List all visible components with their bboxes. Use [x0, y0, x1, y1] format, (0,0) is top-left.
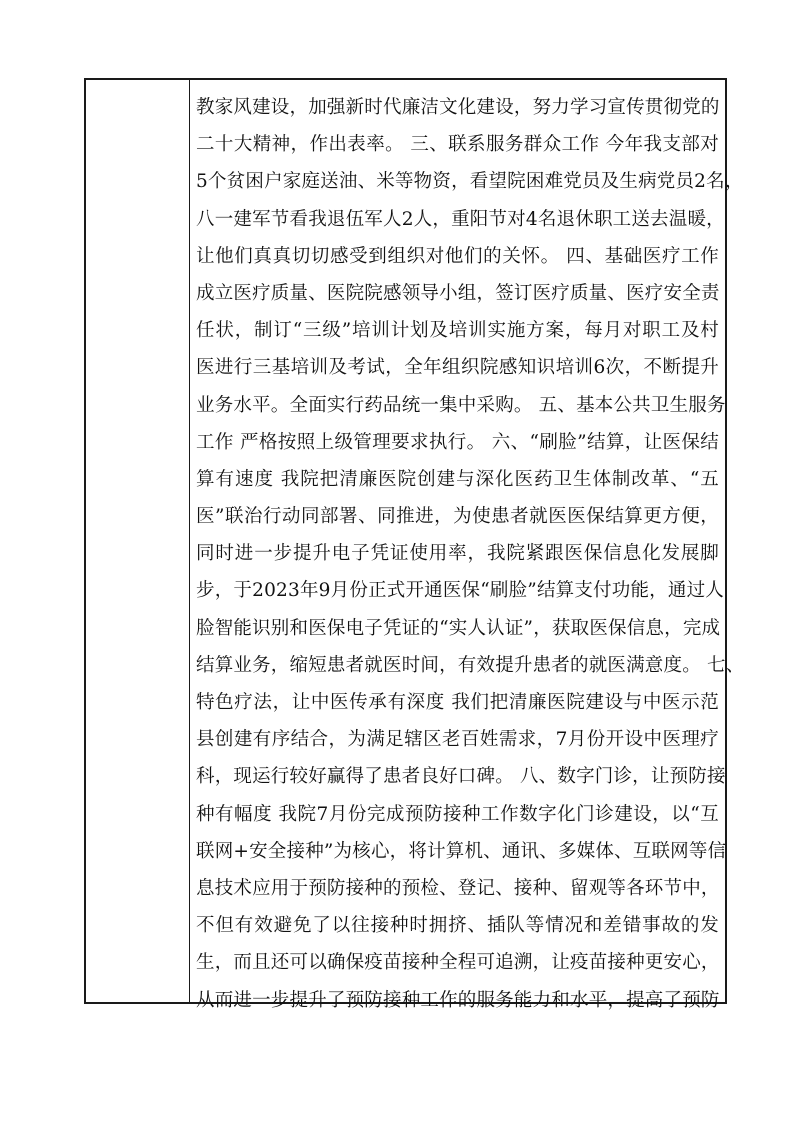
text-line-4: 八一建军节看我退伍军人2人，重阳节对4名退休职工送去温暖， [196, 208, 725, 230]
text-line-21: 联网+安全接种”为核心，将计算机、通讯、多媒体、互联网等信 [196, 840, 727, 862]
text-line-24: 生，而且还可以确保疫苗接种全程可追溯，让疫苗接种更安心， [196, 952, 720, 974]
text-line-11: 算有速度 我院把清廉医院创建与深化医药卫生体制改革、“五 [196, 468, 719, 490]
text-line-15: 脸智能识别和医保电子凭证的“实人认证”，获取医保信息，完成 [196, 617, 721, 639]
text-line-2: 二十大精神，作出表率。 三、联系服务群众工作 今年我支部对 [196, 134, 719, 156]
text-line-22: 息技术应用于预防接种的预检、登记、接种、留观等各环节中， [196, 877, 720, 899]
content-cell [196, 89, 745, 1019]
text-line-25: 从而进一步提升了预防接种工作的服务能力和水平，提高了预防 [196, 989, 720, 1011]
text-line-9: 业务水平。全面实行药品统一集中采购。 五、基本公共卫生服务 [196, 394, 726, 416]
text-line-13: 同时进一步提升电子凭证使用率，我院紧跟医保信息化发展脚 [196, 543, 719, 565]
text-line-20: 种有幅度 我院7月份完成预防接种工作数字化门诊建设，以“互 [196, 803, 719, 825]
text-line-23: 不但有效避免了以往接种时拥挤、插队等情况和差错事故的发 [196, 915, 719, 937]
text-line-5: 让他们真真切切感受到组织对他们的关怀。 四、基础医疗工作 [196, 245, 719, 267]
text-line-1: 教家风建设，加强新时代廉洁文化建设，努力学习宣传贯彻党的 [196, 97, 720, 118]
text-line-19: 科，现运行较好赢得了患者良好口碑。 八、数字门诊，让预防接 [196, 766, 726, 788]
text-line-18: 县创建有序结合，为满足辖区老百姓需求，7月份开设中医理疗 [196, 729, 719, 751]
text-line-17: 特色疗法，让中医传承有深度 我们把清廉医院建设与中医示范 [196, 692, 719, 713]
text-line-6: 成立医疗质量、医院院感领导小组，签订医疗质量、医疗安全责 [196, 282, 720, 304]
text-line-7: 任状，制订“三级”培训计划及培训实施方案，每月对职工及村 [196, 320, 719, 342]
text-line-14: 步，于2023年9月份正式开通医保“刷脸”结算支付功能，通过人 [196, 580, 724, 602]
text-line-12: 医”联治行动同部署、同推进，为使患者就医医保结算更方便， [196, 506, 719, 528]
column-divider [189, 80, 190, 1002]
text-line-8: 医进行三基培训及考试，全年组织院感知识培训6次，不断提升 [196, 357, 719, 379]
text-line-3: 5个贫困户家庭送油、米等物资，看望院困难党员及生病党员2名， [196, 171, 744, 193]
document-table [84, 78, 745, 1011]
text-line-10: 工作 严格按照上级管理要求执行。 六、“刷脸”结算，让医保结 [196, 431, 719, 453]
text-line-16: 结算业务，缩短患者就医时间，有效提升患者的就医满意度。 七、 [196, 654, 745, 676]
